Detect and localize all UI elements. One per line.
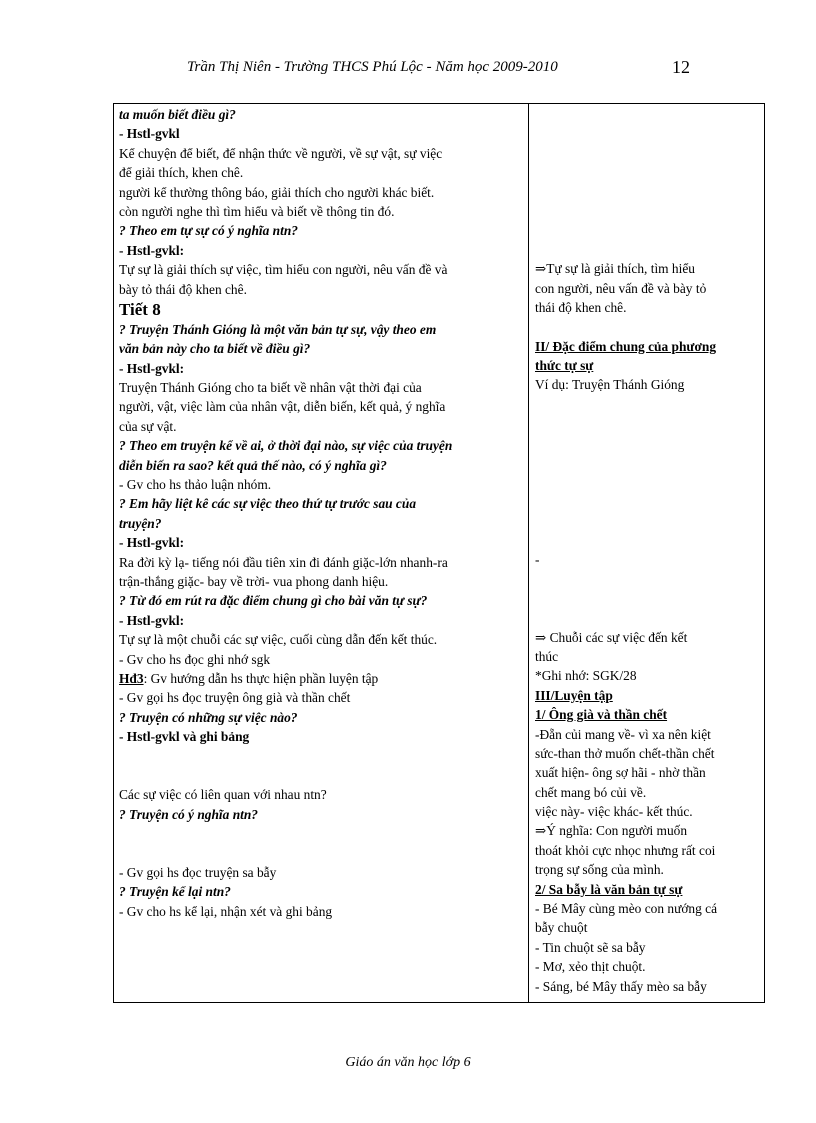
text-line: - Hstl-gvkl: — [119, 535, 185, 551]
spacer — [535, 531, 760, 550]
text-line: - Gv cho hs đọc ghi nhớ sgk — [119, 651, 271, 667]
lesson-table — [113, 103, 765, 1003]
spacer — [535, 162, 760, 181]
page-number: 12 — [672, 57, 690, 77]
text-line: diễn biến ra sao? kết quả thế nào, có ý nghĩa gì? — [119, 457, 387, 473]
text-line: trận-thắng giặc- bay về trời- vua phong danh hiệu. — [119, 573, 389, 589]
text-line: ? Theo em truyện kể về ai, ở thời đại nào, sự việc của truyện — [119, 438, 453, 454]
text-line: - Hstl-gvkl — [119, 126, 180, 142]
text-line: thoát khỏi cực nhọc nhưng rất coi — [535, 842, 716, 858]
text-line: ? Truyện có những sự việc nào? — [119, 709, 298, 725]
text-line: để giải thích, khen chê. — [119, 165, 244, 181]
subsection-heading: 1/ Ông già và thần chết — [535, 707, 668, 723]
activity-text: : Gv hướng dẫn hs thực hiện phần luyện tập — [143, 670, 379, 686]
spacer — [535, 472, 760, 491]
spacer — [535, 492, 760, 511]
text-line: - Hstl-gvkl: — [119, 612, 185, 628]
spacer — [535, 453, 760, 472]
section-heading: thức tự sự — [535, 358, 594, 374]
text-line: Các sự việc có liên quan với nhau ntn? — [119, 787, 327, 803]
text-line: - — [535, 551, 540, 567]
text-line: Ví dụ: Truyện Thánh Gióng — [535, 377, 685, 393]
spacer — [119, 747, 524, 766]
spacer — [535, 220, 760, 239]
text-line: xuất hiện- ông sợ hãi - nhờ thần — [535, 765, 706, 781]
spacer — [535, 123, 760, 142]
content-column — [535, 104, 760, 996]
text-line: việc này- việc khác- kết thúc. — [535, 804, 693, 820]
text-line: - Hstl-gvkl: — [119, 242, 185, 258]
text-line: người kể thường thông báo, giải thích cho người khác biết. — [119, 184, 435, 200]
text-line: - Tin chuột sẽ sa bẫy — [535, 939, 646, 955]
text-line: - Gv cho hs thảo luận nhóm. — [119, 477, 272, 493]
teacher-activities-column — [119, 105, 524, 921]
text-line: - Bé Mây cùng mèo con nướng cá — [535, 901, 718, 917]
text-line: ? Từ đó em rút ra đặc điểm chung gì cho bài văn tự sự? — [119, 593, 428, 609]
text-line: Tự sự là một chuỗi các sự việc, cuối cùng dẫn đến kết thúc. — [119, 632, 438, 648]
text-line: - Gv gọi hs đọc truyện sa bẫy — [119, 864, 277, 880]
page-footer: Giáo án văn học lớp 6 — [345, 1055, 471, 1070]
text-line: ? Truyện Thánh Gióng là một văn bản tự sự, vậy theo em — [119, 321, 437, 337]
spacer — [119, 824, 524, 843]
text-line: bẫy chuột — [535, 920, 588, 936]
spacer — [535, 569, 760, 588]
text-line: sức-than thở muốn chết-thần chết — [535, 745, 715, 761]
text-line: - Mơ, xẻo thịt chuột. — [535, 959, 646, 975]
text-line: truyện? — [119, 515, 162, 531]
spacer — [535, 182, 760, 201]
spacer — [535, 511, 760, 530]
text-line: Ra đời kỳ lạ- tiếng nói đầu tiên xin đi đánh giặc-lớn nhanh-ra — [119, 554, 448, 570]
text-line: - Gv gọi hs đọc truyện ông già và thần chết — [119, 690, 351, 706]
text-line: văn bản này cho ta biết về điều gì? — [119, 341, 311, 357]
spacer — [535, 317, 760, 336]
text-line: - Sáng, bé Mây thấy mèo sa bẫy — [535, 978, 707, 994]
text-line: ta muốn biết điều gì? — [119, 107, 236, 122]
text-line: Kể chuyện để biết, để nhận thức về người, về sự vật, sự việc — [119, 145, 443, 161]
spacer — [535, 395, 760, 414]
text-line: còn người nghe thì tìm hiểu và biết về thông tin đó. — [119, 203, 395, 219]
page-header — [0, 57, 816, 81]
spacer — [535, 143, 760, 162]
text-line: ? Theo em tự sự có ý nghĩa ntn? — [119, 223, 298, 239]
spacer — [119, 843, 524, 862]
text-line — [119, 669, 524, 688]
text-line: trọng sự sống của mình. — [535, 862, 664, 878]
spacer — [535, 608, 760, 627]
text-line: của sự vật. — [119, 418, 177, 434]
text-line: Truyện Thánh Gióng cho ta biết về nhân vật thời đại của — [119, 380, 422, 396]
section-heading: III/Luyện tập — [535, 687, 613, 703]
section-heading: II/ Đặc điểm chung của phương — [535, 338, 717, 354]
text-line: ? Em hãy liệt kê các sự việc theo thứ tự trước sau của — [119, 496, 417, 512]
spacer — [535, 589, 760, 608]
text-line: ? Truyện kể lại ntn? — [119, 884, 231, 900]
column-divider — [528, 104, 529, 1002]
text-line: - Hstl-gvkl và ghi bảng — [119, 729, 250, 745]
text-line: ⇒ Chuỗi các sự việc đến kết — [535, 629, 688, 645]
header-title: Trần Thị Niên - Trường THCS Phú Lộc - Năm học 2009-2010 — [187, 59, 558, 75]
text-line: chết mang bó củi về. — [535, 784, 647, 800]
text-line: Tự sự là giải thích sự việc, tìm hiểu con người, nêu vấn đề và — [119, 262, 448, 278]
text-line: ⇒Ý nghĩa: Con người muốn — [535, 823, 688, 839]
text-line: bày tỏ thái độ khen chê. — [119, 281, 247, 297]
spacer — [535, 104, 760, 123]
spacer — [535, 201, 760, 220]
text-line: -Đẵn củi mang về- vì xa nên kiệt — [535, 726, 711, 742]
subsection-heading: 2/ Sa bẫy là văn bản tự sự — [535, 881, 683, 897]
text-line: thái độ khen chê. — [535, 299, 627, 315]
activity-label: Hđ3 — [119, 670, 144, 686]
text-line: con người, nêu vấn đề và bày tỏ — [535, 280, 707, 296]
text-line: *Ghi nhớ: SGK/28 — [535, 668, 637, 684]
spacer — [119, 766, 524, 785]
text-line: thúc — [535, 648, 559, 664]
text-line: - Hstl-gvkl: — [119, 360, 185, 376]
text-line: người, vật, việc làm của nhân vật, diễn biến, kết quả, ý nghĩa — [119, 399, 446, 415]
spacer — [535, 434, 760, 453]
spacer — [535, 414, 760, 433]
spacer — [535, 240, 760, 259]
section-heading: Tiết 8 — [119, 299, 161, 319]
text-line: ? Truyện có ý nghĩa ntn? — [119, 806, 259, 822]
text-line: - Gv cho hs kể lại, nhận xét và ghi bảng — [119, 903, 333, 919]
text-line: ⇒Tự sự là giải thích, tìm hiểu — [535, 261, 695, 277]
